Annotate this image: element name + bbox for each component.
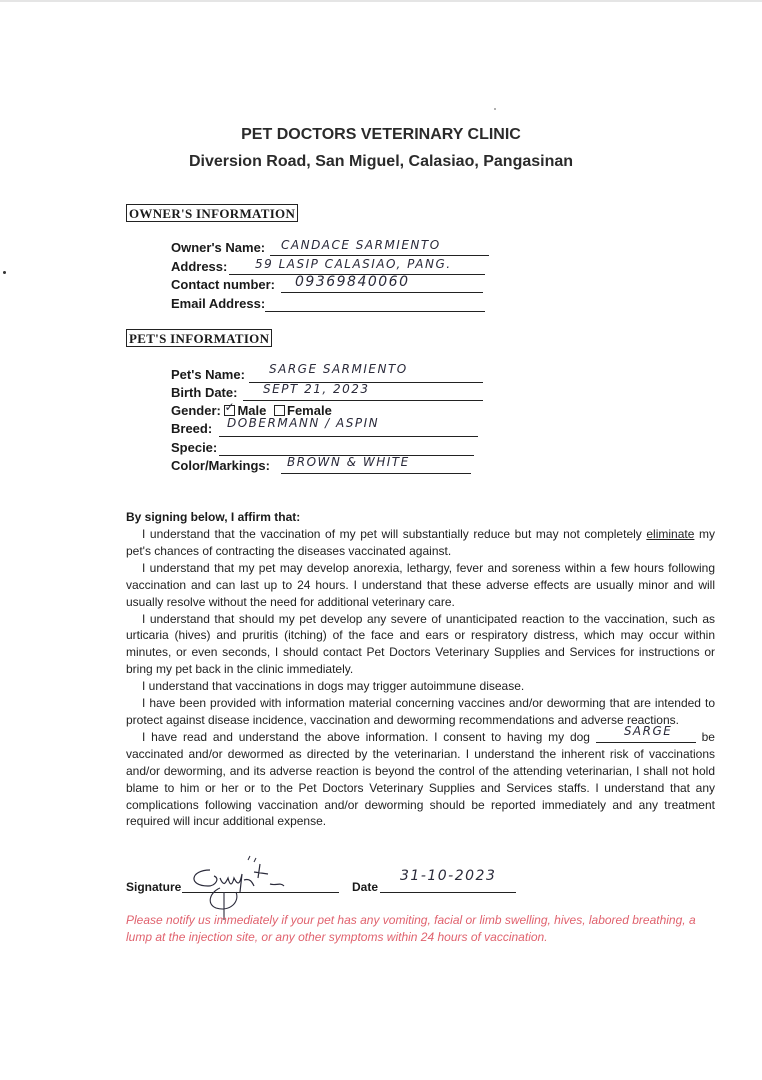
affirmation-paragraph-5: I have been provided with information material concerning vaccines and/or deworming that are intended to protect against disease incidence, vaccination and deworming recommendations and adverse reactions. [126,696,715,727]
birth-date-value: SEPT 21, 2023 [263,382,370,396]
owner-contact-value: 09369840060 [295,274,410,290]
affirmation-paragraph-3: I understand that should my pet develop any severe of unanticipated reaction to the vaccination, such as urticaria (hives) and pruritis (itching) of the face and ears or respiratory distress, which may occur within minutes, or even seconds, I should contact Pet Doctors Veterinary Supplies and Services for instructions or bring my pet back in the clinic immediately. [126,611,715,677]
eliminate-underlined: eliminate [646,527,695,541]
gender-female-label: Female [287,403,332,418]
color-markings-line [281,473,471,474]
gender-male-label: Male [237,403,267,418]
gender-label: Gender: [171,403,221,418]
pet-section-title: PET'S INFORMATION [126,329,272,347]
clinic-name: PET DOCTORS VETERINARY CLINIC [241,126,521,143]
breed-label: Breed: [171,421,213,436]
date-line[interactable] [380,892,516,893]
owner-email-label: Email Address: [171,296,266,311]
color-markings-value: BROWN & WHITE [287,455,410,469]
dog-name-value: SARGE [623,723,673,738]
owner-name-line [270,255,489,256]
affirmation-paragraph-2: I understand that my pet may develop anorexia, lethargy, fever and soreness within a few hours following vaccination and can last up to 24 hours. I understand that these adverse effects are usually minor and will usually resolve without the need for additional veterinary care. [126,560,715,609]
birth-date-label: Birth Date: [171,385,238,400]
gender-male-checkbox[interactable] [224,405,235,416]
affirm-title: By signing below, I affirm that: [126,510,301,524]
gender-female-checkbox[interactable] [274,405,285,416]
owner-address-label: Address: [171,259,228,274]
owner-name-value: CANDACE SARMIENTO [281,238,441,252]
specie-label: Specie: [171,440,218,455]
owner-contact-line [281,292,483,293]
birth-date-line [243,400,483,401]
affirmation-paragraph-1: I understand that the vaccination of my pet will substantially reduce but may not completely eliminate my pet's chances of contracting the diseases vaccinated against. [126,527,715,558]
affirmation-paragraph-6: I have read and understand the above information. I consent to having my dog SARGE be vaccinated and/or dewormed as directed by the veterinarian. I understand the inherent risk of vaccinations and/or deworming, and its adverse reaction is beyond the control of the attending veterinarian, I shall not hold blame to him or her or to the Pet Doctors Veterinary Supplies and Services staffs. I understand that any complications following vaccination and/or deworming should be reported immediately and any treatment required will incur additional expense. [126,723,715,829]
date-value: 31-10-2023 [400,868,497,884]
owner-name-label: Owner's Name: [171,240,266,255]
clinic-address: Diversion Road, San Miguel, Calasiao, Pangasinan [188,153,574,170]
vaccination-notice: Please notify us immediately if your pet has any vomiting, facial or limb swelling, hives, labored breathing, a lump at the injection site, or any other symptoms within 24 hours of vaccination. [126,913,696,944]
pet-name-label: Pet's Name: [171,367,245,382]
owner-contact-label: Contact number: [171,277,275,292]
owner-address-value: 59 LASIP CALASIAO, PANG. [255,257,452,271]
scan-speck [494,108,496,110]
signature-label: Signature [126,880,182,894]
breed-line [219,436,478,437]
color-markings-label: Color/Markings: [171,458,270,473]
date-label: Date [352,880,379,894]
breed-value: DOBERMANN / ASPIN [227,416,380,430]
affirmation-paragraph-4: I understand that vaccinations in dogs may trigger autoimmune disease. [142,679,525,694]
owner-email-line [265,311,485,312]
affirmation-body [126,526,715,830]
pet-name-value: SARGE SARMIENTO [269,362,408,376]
dog-name-blank[interactable] [596,723,696,743]
owner-section-title: OWNER'S INFORMATION [126,204,298,222]
scan-speck [3,271,6,274]
